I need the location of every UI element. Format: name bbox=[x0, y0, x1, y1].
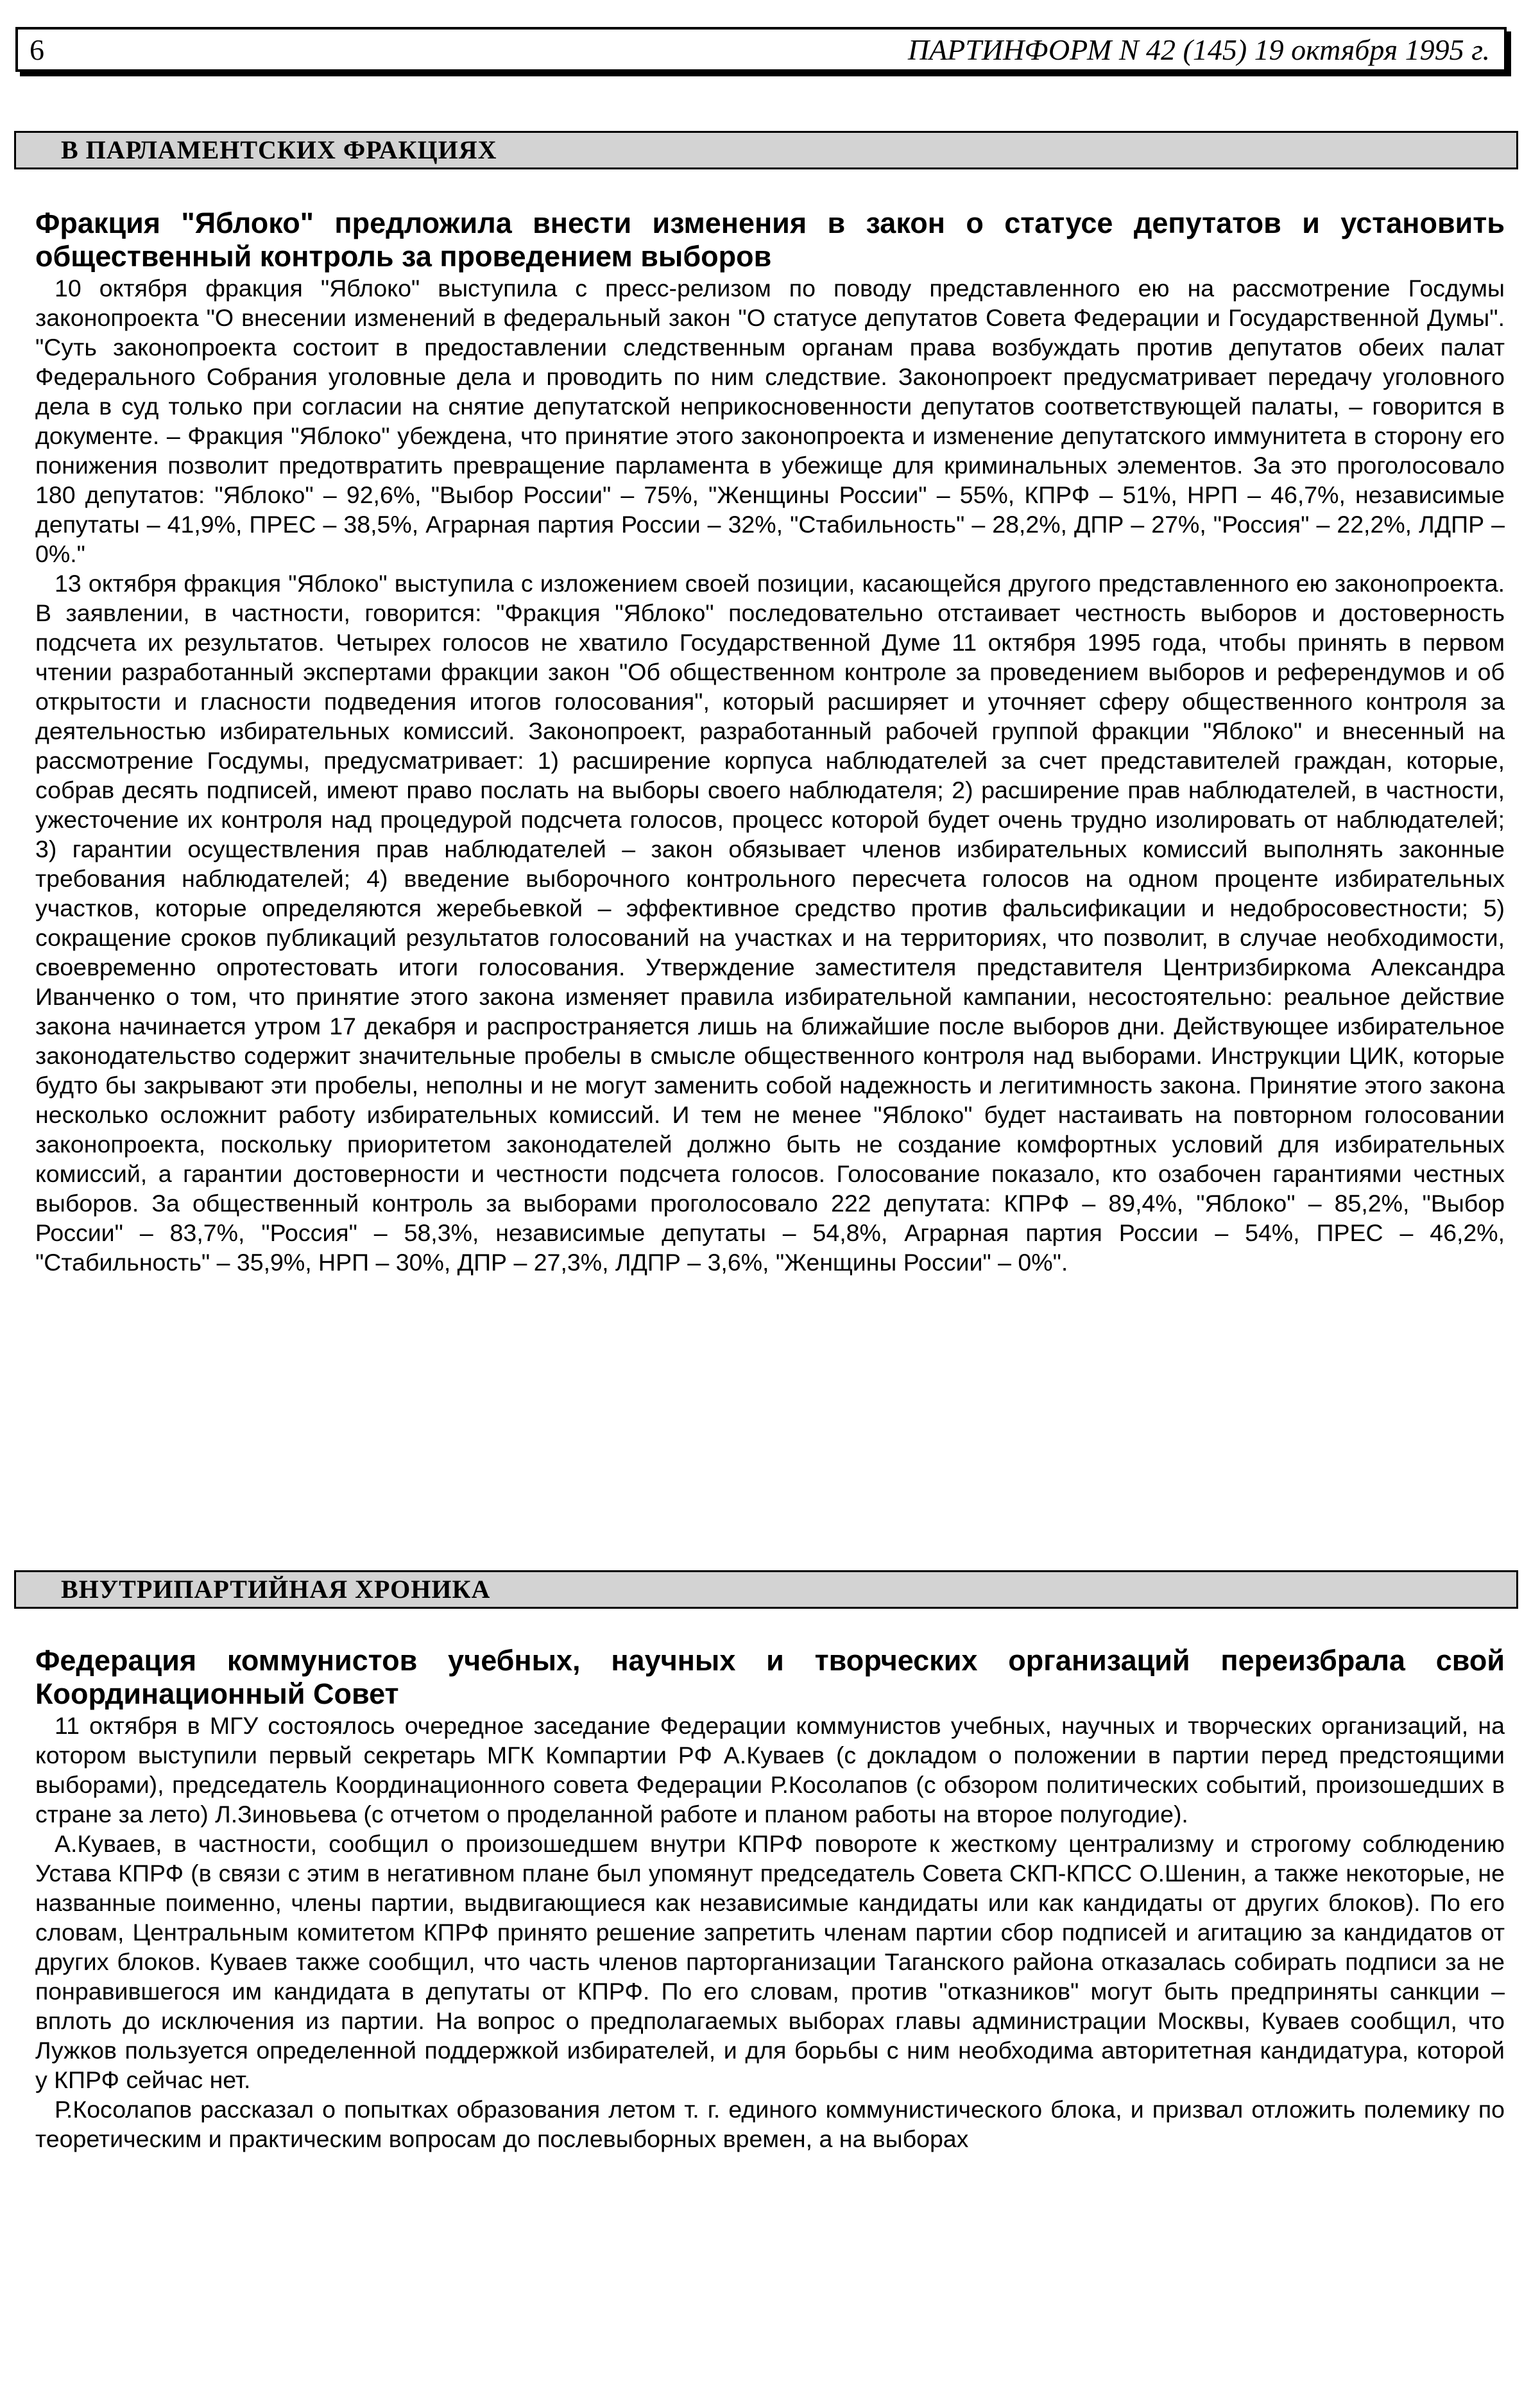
article-headline: Фракция "Яблоко" предложила внести изменения в закон о статусе депутатов и установить общественный контроль за проведением выборов bbox=[35, 207, 1505, 273]
paragraph: А.Куваев, в частности, сообщил о произошедшем внутри КПРФ повороте к жесткому централизму и строгому соблюдению Устава КПРФ (в связи с этим в негативном плане был упомянут председатель Совета СКП-КПСС О.Шенин, а также некоторые, не названные поименно, члены партии, выдвигающиеся как независимые кандидаты или как кандидаты от других блоков). По его словам, Центральным комитетом КПРФ принято решение запретить членам партии сбор подписей и агитацию за кандидатов от других блоков. Куваев также сообщил, что часть членов парторганизации Таганского района отказалась собирать подписи за не понравившегося им кандидата в депутаты от КПРФ. По его словам, против "отказников" могут быть предприняты санкции – вплоть до исключения из партии. На вопрос о предполагаемых выборах главы администрации Москвы, Куваев сообщил, что Лужков пользуется определенной поддержкой избирателей, и для борьбы с ним необходима авторитетная кандидатура, которой у КПРФ сейчас нет. bbox=[35, 1830, 1505, 2093]
article-headline: Федерация коммунистов учебных, научных и творческих организаций переизбрала свой Координационный Совет bbox=[35, 1644, 1505, 1710]
page-number: 6 bbox=[30, 33, 44, 66]
article-federation-communists bbox=[35, 1644, 1505, 2154]
page-header bbox=[15, 27, 1507, 72]
article-body bbox=[35, 1711, 1505, 2154]
article-body bbox=[35, 273, 1505, 1277]
section-title-party-chronicle: ВНУТРИПАРТИЙНАЯ ХРОНИКА bbox=[14, 1570, 1518, 1609]
paragraph: 11 октября в МГУ состоялось очередное заседание Федерации коммунистов учебных, научных и творческих организаций, на котором выступили первый секретарь МГК Компартии РФ А.Куваев (с докладом о положении в партии перед предстоящими выборами), председатель Координационного совета Федерации Р.Косолапов (с обзором политических событий, произошедших в стране за лето) Л.Зиновьева (с отчетом о проделанной работе и планом работы на второе полугодие). bbox=[35, 1712, 1505, 1828]
article-yabloko bbox=[35, 207, 1505, 1277]
paragraph: 10 октября фракция "Яблоко" выступила с пресс-релизом по поводу представленного ею на рассмотрение Госдумы законопроекта "О внесении изменений в федеральный закон "О статусе депутатов Совета Федерации и Государственной Думы". "Суть законопроекта состоит в предоставлении следственным органам права возбуждать против депутатов обеих палат Федерального Собрания уголовные дела и проводить по ним следствие. Законопроект предусматривает передачу уголовного дела в суд только при согласии на снятие депутатской неприкосновенности депутатов соответствующей палаты, – говорится в документе. – Фракция "Яблоко" убеждена, что принятие этого законопроекта и изменение депутатского иммунитета в сторону его понижения позволит предотвратить превращение парламента в убежище для криминальных элементов. За это проголосовало 180 депутатов: "Яблоко" – 92,6%, "Выбор России" – 75%, "Женщины России" – 55%, КПРФ – 51%, НРП – 46,7%, независимые депутаты – 41,9%, ПРЕС – 38,5%, Аграрная партия России – 32%, "Стабильность" – 28,2%, ДПР – 27%, "Россия" – 22,2%, ЛДПР – 0%." bbox=[35, 275, 1505, 567]
paragraph: Р.Косолапов рассказал о попытках образования летом т. г. единого коммунистического блока, и призвал отложить полемику по теоретическим и практическим вопросам до послевыборных времен, а на выборах bbox=[35, 2096, 1505, 2152]
section-title-parliamentary-factions: В ПАРЛАМЕНТСКИХ ФРАКЦИЯХ bbox=[14, 131, 1518, 169]
paragraph: 13 октября фракция "Яблоко" выступила с изложением своей позиции, касающейся другого представленного ею законопроекта. В заявлении, в частности, говорится: "Фракция "Яблоко" последовательно отстаивает честность выборов и достоверность подсчета их результатов. Четырех голосов не хватило Государственной Думе 11 октября 1995 года, чтобы принять в первом чтении разработанный экспертами фракции закон "Об общественном контроле за проведением выборов и референдумов и об открытости и гласности подведения итогов голосования", который расширяет и уточняет сферу общественного контроля за деятельностью избирательных комиссий. Законопроект, разработанный рабочей группой фракции "Яблоко" и внесенный на рассмотрение Госдумы, предусматривает: 1) расширение корпуса наблюдателей за счет представителей граждан, которые, собрав десять подписей, имеют право послать на выборы своего наблюдателя; 2) расширение прав наблюдателей, в частности, ужесточение их контроля над процедурой подсчета голосов, процесс которой будет очень трудно изолировать от наблюдателей; 3) гарантии осуществления прав наблюдателей – закон обязывает членов избирательных комиссий выполнять законные требования наблюдателей; 4) введение выборочного контрольного пересчета голосов на одном проценте избирательных участков, которые определяются жеребьевкой – эффективное средство против фальсификации и недобросовестности; 5) сокращение сроков публикаций результатов голосований на участках и на территориях, что позволит, в случае необходимости, своевременно опротестовать итоги голосования. Утверждение заместителя представителя Центризбиркома Александра Иванченко о том, что принятие этого закона изменяет правила избирательной кампании, несостоятельно: реальное действие закона начинается утром 17 декабря и распространяется лишь на ближайшие после выборов дни. Действующее избирательное законодательство содержит значительные пробелы в смысле общественного контроля над выборами. Инструкции ЦИК, которые будто бы закрывают эти пробелы, неполны и не могут заменить собой надежность и легитимность закона. Принятие этого закона несколько осложнит работу избирательных комиссий. И тем не менее "Яблоко" будет настаивать на повторном голосовании законопроекта, поскольку приоритетом законодателей должно быть не создание комфортных условий для избирательных комиссий, а гарантии достоверности и честности подсчета голосов. Голосование показало, кто озабочен гарантиями честных выборов. За общественный контроль за выборами проголосовало 222 депутата: КПРФ – 89,4%, "Яблоко" – 85,2%, "Выбор России" – 83,7%, "Россия" – 58,3%, независимые депутаты – 54,8%, Аграрная партия России – 54%, ПРЕС – 46,2%, "Стабильность" – 35,9%, НРП – 30%, ДПР – 27,3%, ЛДПР – 3,6%, "Женщины России" – 0%". bbox=[35, 570, 1505, 1276]
issue-line: ПАРТИНФОРМ N 42 (145) 19 октября 1995 г. bbox=[907, 33, 1490, 66]
